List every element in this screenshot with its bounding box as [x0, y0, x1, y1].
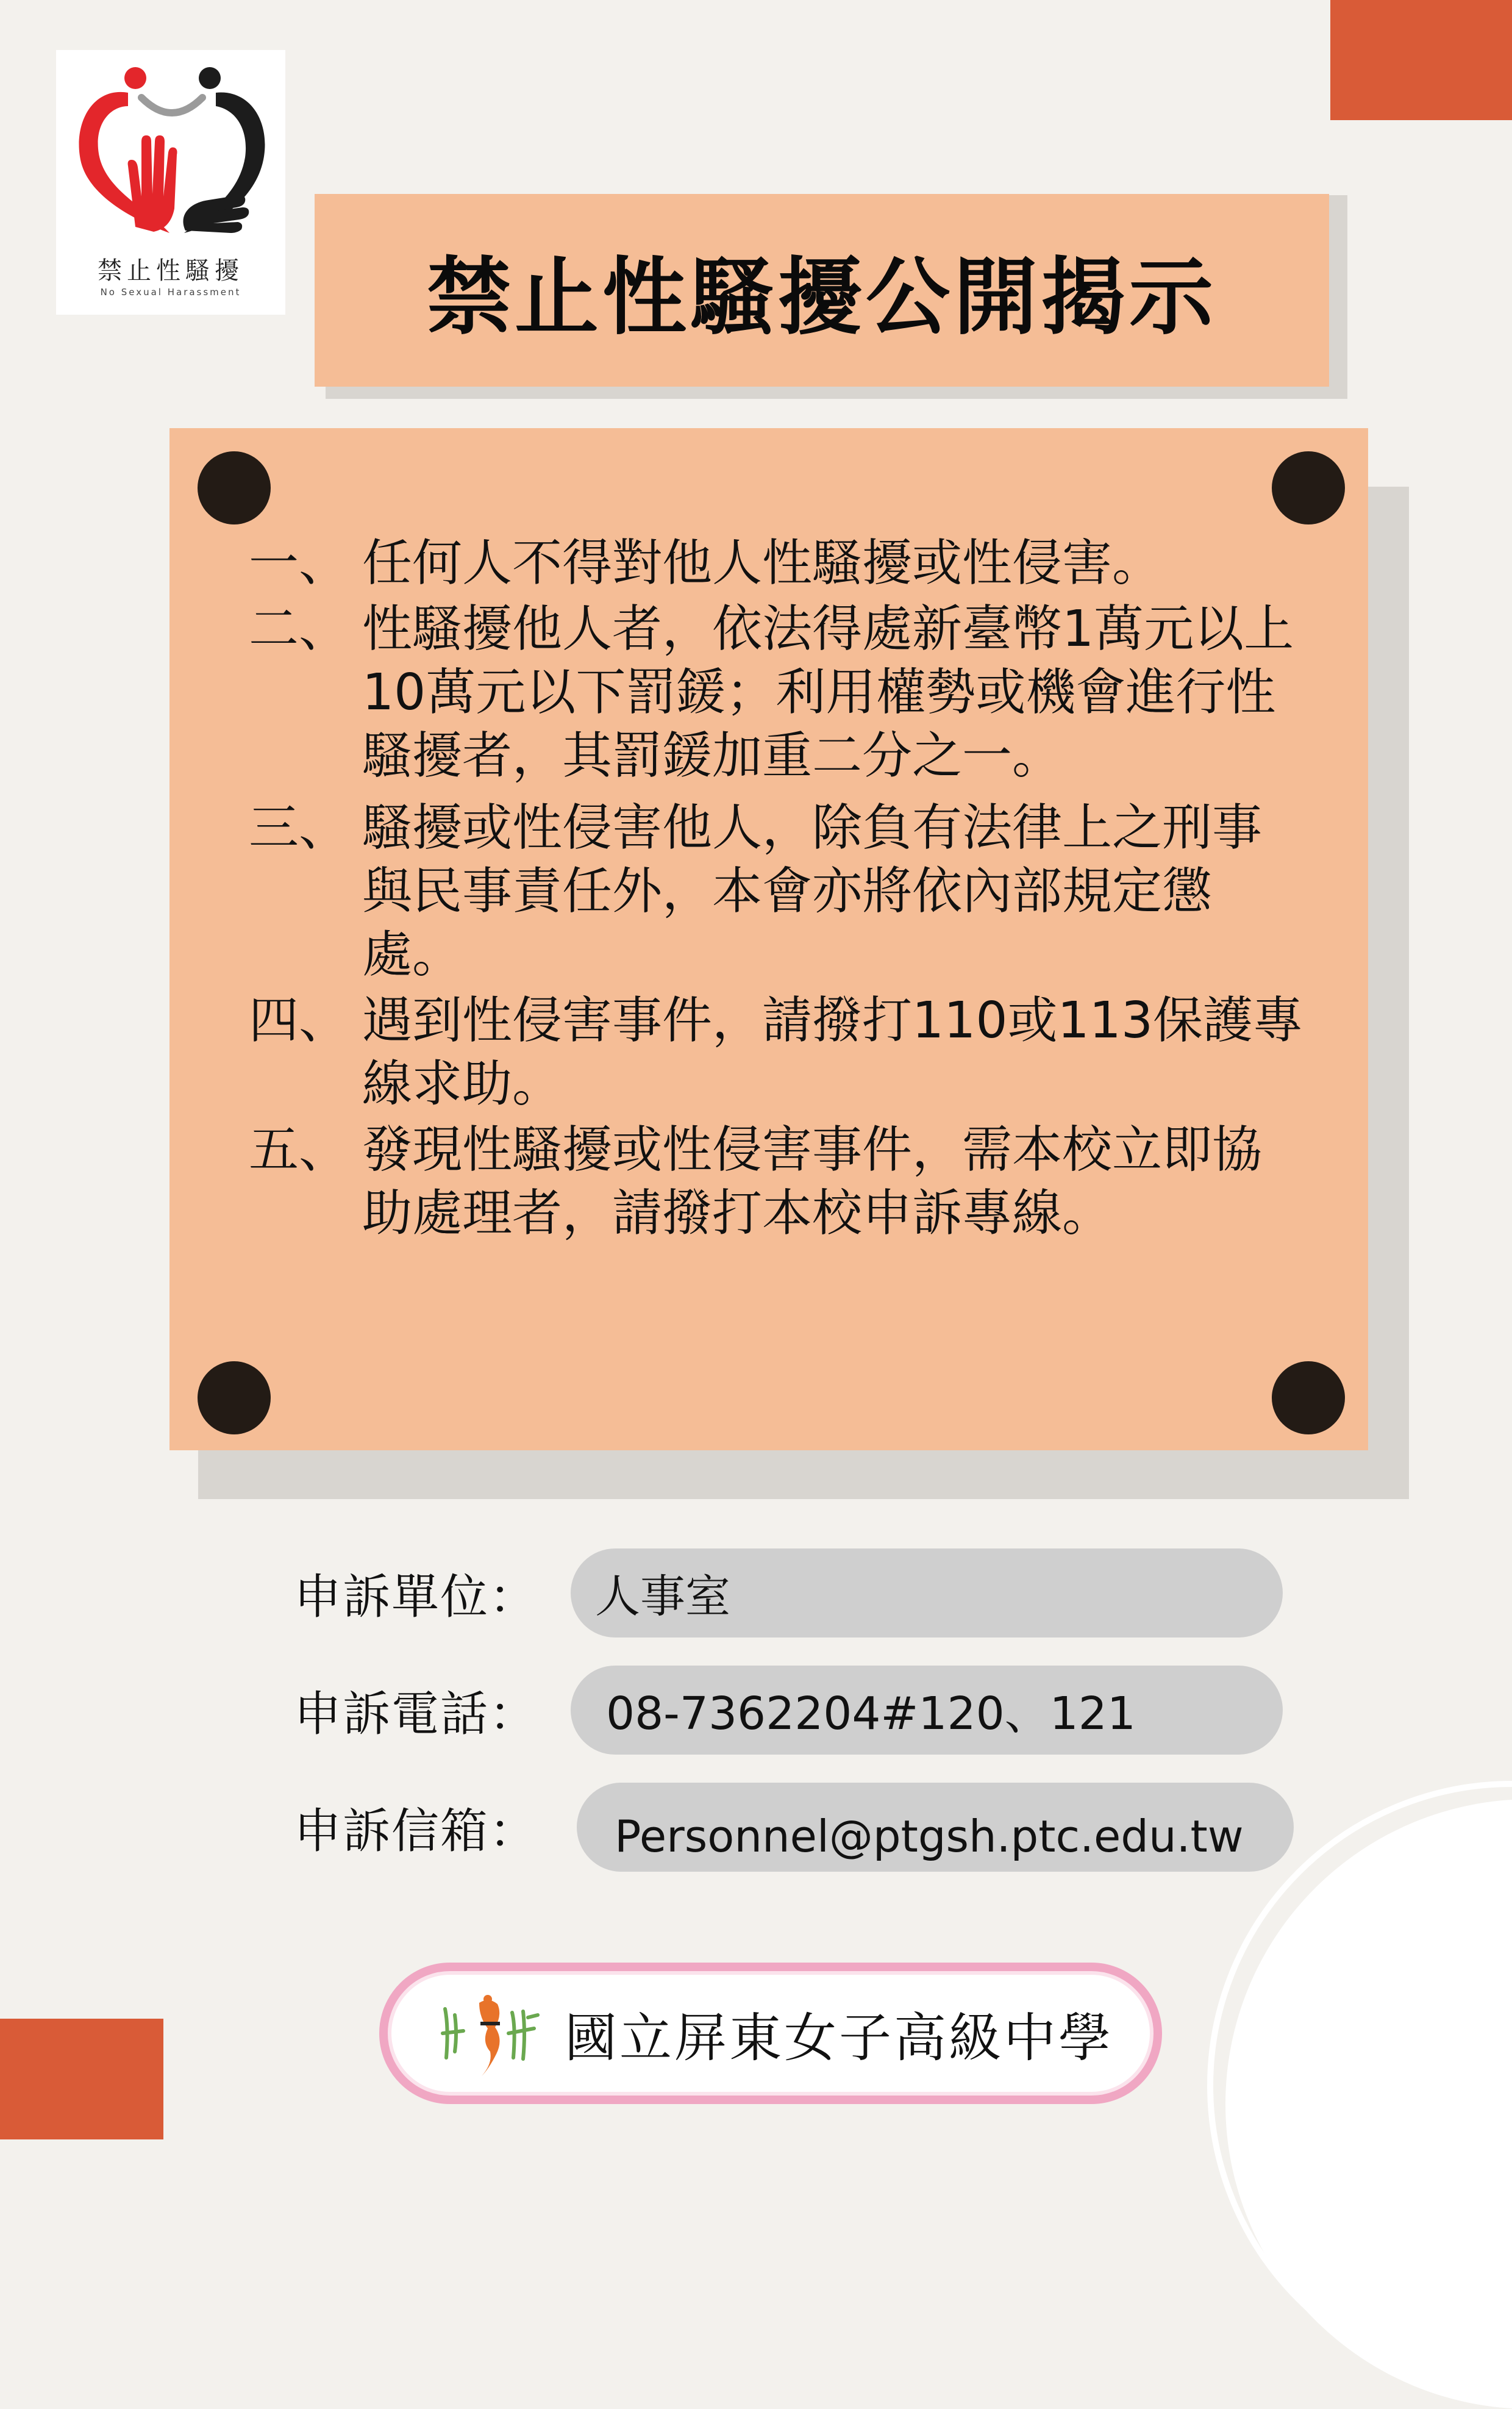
- rule-number: 五、: [249, 1121, 349, 1179]
- pin-icon: [1272, 1361, 1345, 1434]
- logo-subtitle: No Sexual Harassment: [100, 287, 241, 298]
- rule-number: 一、: [249, 534, 349, 592]
- contact-unit-row: [294, 1548, 1283, 1638]
- rules-board: [169, 428, 1368, 1450]
- rule-text: 性騷擾他人者，依法得處新臺幣1萬元以上10萬元以下罰鍰；利用權勢或機會進行性騷擾者，其罰鍰加重二分之一。: [362, 600, 1294, 785]
- rule-item: [249, 532, 1303, 595]
- contact-email-value[interactable]: Personnel@ptgsh.ptc.edu.tw: [577, 1783, 1294, 1872]
- contact-email-label: 申訴信箱：: [294, 1804, 538, 1859]
- rule-number: 三、: [249, 799, 349, 857]
- corner-decoration-top-right: [1330, 0, 1512, 120]
- contact-phone-value[interactable]: 08-7362204#120、121: [571, 1666, 1283, 1755]
- rule-item: [249, 1119, 1303, 1245]
- contact-unit-value: 人事室: [571, 1548, 1283, 1638]
- rule-item: [249, 598, 1303, 788]
- rule-text: 任何人不得對他人性騷擾或性侵害。: [362, 534, 1163, 592]
- decorative-circle-outline: [1207, 1781, 1512, 2391]
- no-harassment-logo: [56, 50, 285, 315]
- rules-list: [249, 532, 1303, 1248]
- rule-item: [249, 796, 1303, 987]
- title-banner: [315, 194, 1329, 387]
- contact-phone-label: 申訴電話：: [294, 1687, 538, 1742]
- contact-email-row: [294, 1782, 1294, 1872]
- contact-phone-row: [294, 1665, 1283, 1755]
- rule-item: [249, 989, 1303, 1116]
- rule-text: 發現性騷擾或性侵害事件，需本校立即協助處理者，請撥打本校申訴專線。: [362, 1121, 1263, 1242]
- logo-title: 禁止性騷擾: [98, 257, 244, 285]
- rule-text: 遇到性侵害事件，請撥打110或113保護專線求助。: [362, 992, 1303, 1113]
- school-badge: [379, 1963, 1162, 2104]
- school-name: 國立屏東女子高級中學: [565, 2008, 1113, 2069]
- pin-icon: [198, 1361, 271, 1434]
- rule-text: 騷擾或性侵害他人，除負有法律上之刑事與民事責任外，本會亦將依內部規定懲處。: [362, 799, 1263, 984]
- rule-number: 二、: [249, 600, 349, 658]
- contact-unit-label: 申訴單位：: [294, 1570, 538, 1625]
- school-emblem-icon: [437, 1991, 546, 2082]
- pin-icon: [198, 451, 271, 524]
- rule-number: 四、: [249, 992, 349, 1050]
- page-title: 禁止性騷擾公開揭示: [426, 248, 1217, 346]
- corner-decoration-bottom-left: [0, 2019, 163, 2139]
- heart-hands-icon: [56, 50, 285, 251]
- pin-icon: [1272, 451, 1345, 524]
